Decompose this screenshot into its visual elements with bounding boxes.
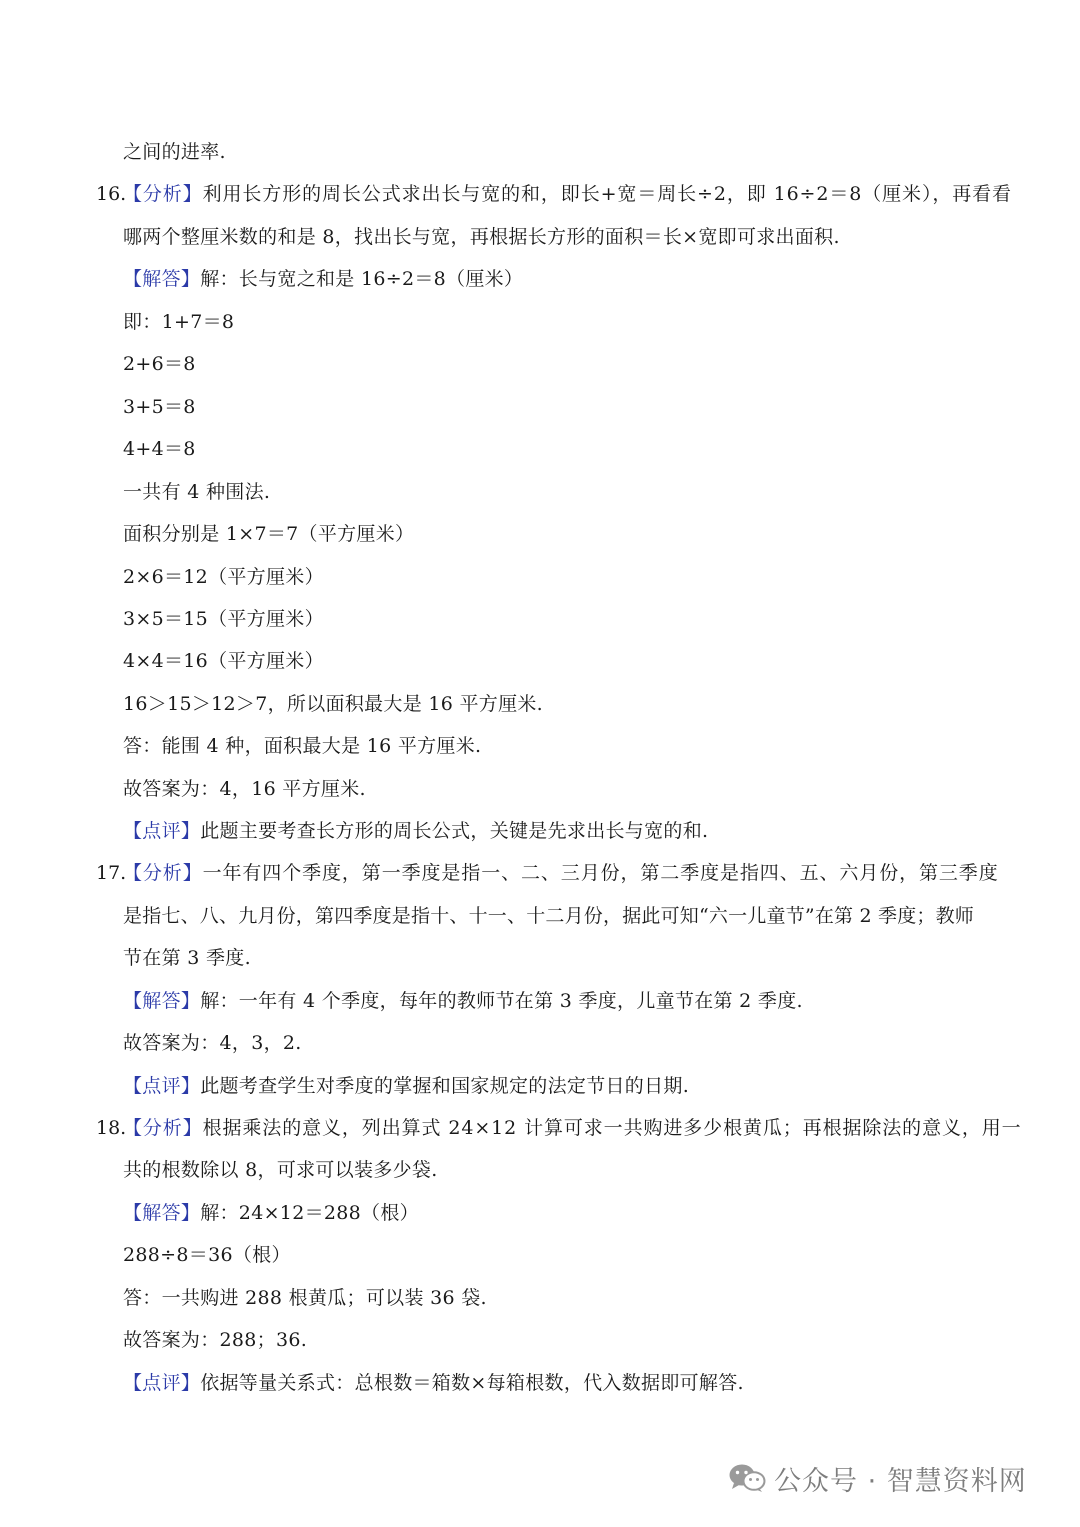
q18-analysis-line-2: 共的根数除以 8，可求可以装多少袋. <box>123 1159 438 1181</box>
comment-tag: 【点评】 <box>123 1075 201 1097</box>
q17-answer-line <box>123 988 984 1014</box>
answer-tag: 【解答】 <box>123 990 201 1012</box>
q17-comment-line <box>123 1073 984 1099</box>
q17-analysis-line-1 <box>123 860 999 886</box>
q16-answer-line <box>123 266 984 292</box>
q16-line: 一共有 4 种围法. <box>123 481 271 503</box>
q16-line: 2×6＝12（平方厘米） <box>123 566 324 588</box>
analysis-tag: 【分析】 <box>123 183 203 205</box>
q17-analysis-line-3: 节在第 3 季度. <box>123 947 251 969</box>
analysis-text: 利用长方形的周长公式求出长与宽的和，即长+宽＝周长÷2，即 16÷2＝8（厘米），再看看 <box>202 183 1012 205</box>
q16-line: 2+6＝8 <box>123 353 196 375</box>
q16-line: 4+4＝8 <box>123 438 196 460</box>
comment-text: 此题主要考查长方形的周长公式，关键是先求出长与宽的和. <box>200 820 709 842</box>
q18-answer-line <box>123 1200 984 1226</box>
q16-analysis-line-1 <box>123 181 1012 207</box>
analysis-tag: 【分析】 <box>123 862 203 884</box>
comment-text: 此题考查学生对季度的掌握和国家规定的法定节日的日期. <box>200 1075 690 1097</box>
answer-text: 解：一年有 4 个季度，每年的教师节在第 3 季度，儿童节在第 2 季度. <box>200 990 803 1012</box>
q18-comment-line <box>123 1370 984 1396</box>
q16-line: 3×5＝15（平方厘米） <box>123 608 324 630</box>
q17-line: 故答案为：4，3，2. <box>123 1032 302 1054</box>
analysis-tag: 【分析】 <box>123 1117 203 1139</box>
question-number-16: 16. <box>96 183 127 205</box>
comment-tag: 【点评】 <box>123 1372 201 1394</box>
comment-tag: 【点评】 <box>123 820 201 842</box>
q18-line: 答：一共购进 288 根黄瓜；可以装 36 袋. <box>123 1287 487 1309</box>
q16-line: 面积分别是 1×7＝7（平方厘米） <box>123 523 415 545</box>
answer-tag: 【解答】 <box>123 1202 201 1224</box>
q16-line: 3+5＝8 <box>123 396 196 418</box>
answer-tag: 【解答】 <box>123 268 201 290</box>
q16-line: 答：能围 4 种，面积最大是 16 平方厘米. <box>123 735 482 757</box>
wechat-icon <box>728 1462 766 1494</box>
text-line: 之间的进率. <box>123 141 226 163</box>
analysis-text: 根据乘法的意义，列出算式 24×12 计算可求一共购进多少根黄瓜；再根据除法的意义，用一 <box>202 1117 1022 1139</box>
q16-comment-line <box>123 818 984 844</box>
q16-line: 4×4＝16（平方厘米） <box>123 650 324 672</box>
question-number-18: 18. <box>96 1117 127 1139</box>
q18-line: 故答案为：288；36. <box>123 1329 308 1351</box>
q16-line: 即：1+7＝8 <box>123 311 235 333</box>
analysis-text: 一年有四个季度，第一季度是指一、二、三月份，第二季度是指四、五、六月份，第三季度 <box>202 862 999 884</box>
answer-text: 解：24×12＝288（根） <box>200 1202 419 1224</box>
q16-analysis-line-2: 哪两个整厘米数的和是 8，找出长与宽，再根据长方形的面积＝长×宽即可求出面积. <box>123 226 840 248</box>
q16-line: 故答案为：4，16 平方厘米. <box>123 778 366 800</box>
q17-analysis-line-2: 是指七、八、九月份，第四季度是指十、十一、十二月份，据此可知“六一儿童节”在第 2 季度；教师 <box>123 905 974 927</box>
q18-line: 288÷8＝36（根） <box>123 1244 291 1266</box>
question-number-17: 17. <box>96 862 127 884</box>
comment-text: 依据等量关系式：总根数＝箱数×每箱根数，代入数据即可解答. <box>200 1372 744 1394</box>
q18-analysis-line-1 <box>123 1115 1022 1141</box>
q16-line: 16＞15＞12＞7，所以面积最大是 16 平方厘米. <box>123 693 544 715</box>
answer-text: 解：长与宽之和是 16÷2＝8（厘米） <box>200 268 524 290</box>
watermark-text: 公众号 · 智慧资料网 <box>774 1465 1027 1497</box>
watermark <box>728 1458 1027 1498</box>
